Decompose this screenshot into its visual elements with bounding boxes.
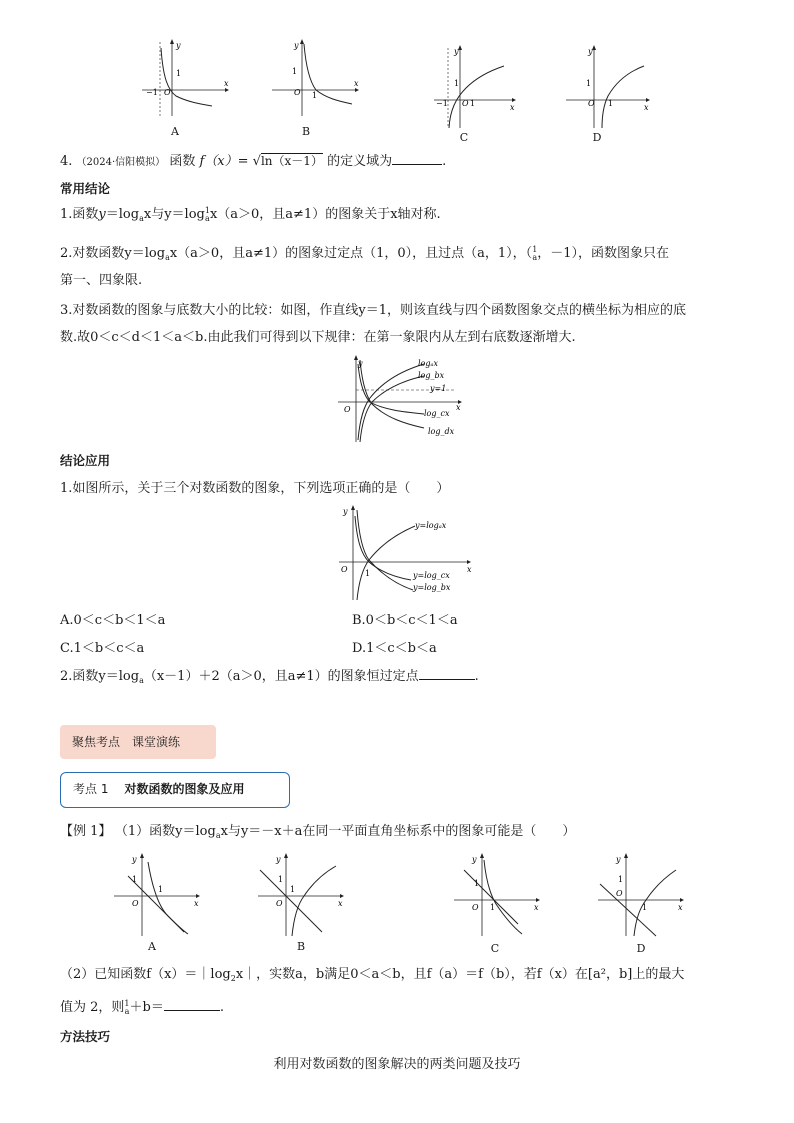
top-graph-b-label: B <box>301 125 311 138</box>
svg-text:1: 1 <box>290 885 296 894</box>
common-conclusions-heading: 常用结论 <box>60 181 111 196</box>
svg-text:O: O <box>588 99 595 108</box>
fig2-label-log-c: y=log_cx <box>413 571 450 580</box>
answer-blank[interactable] <box>392 152 442 165</box>
section-tag: 聚焦考点 课堂演练 <box>60 725 216 759</box>
svg-text:y: y <box>472 855 477 864</box>
apply-question-1: 1.如图所示，关于三个对数函数的图象，下列选项正确的是（ ） <box>60 481 450 496</box>
svg-text:1: 1 <box>278 875 284 884</box>
svg-text:x: x <box>510 103 515 112</box>
fig2-x-axis-label: x <box>467 565 472 574</box>
conclusion-1: 1.函数$y=\log_ax$与y＝log1 ax（a＞0，且a≠1）的图象关于x轴对称. <box>60 205 441 223</box>
three-log-functions-figure <box>335 504 475 604</box>
log-base-comparison-figure <box>334 354 464 444</box>
svg-text:1: 1 <box>470 99 476 108</box>
top-graph-d-label: D <box>592 131 602 144</box>
svg-text:y: y <box>176 41 181 50</box>
svg-text:1: 1 <box>454 79 460 88</box>
example-graph-a <box>112 852 202 938</box>
example-graph-d <box>596 852 686 938</box>
svg-text:1: 1 <box>642 903 648 912</box>
topic-number: 考点 1 <box>73 782 109 796</box>
svg-text:O: O <box>276 899 283 908</box>
svg-text:1: 1 <box>608 99 614 108</box>
example-graph-d-label: D <box>636 942 646 955</box>
svg-text:y: y <box>588 47 593 56</box>
answer-blank[interactable] <box>419 667 475 680</box>
conclusion-3-cont: 数.故0＜c＜d＜1＜a＜b.由此我们可得到以下规律：在第一象限内从左到右底数逐渐增大. <box>60 330 576 345</box>
svg-text:x: x <box>644 103 649 112</box>
fig2-one-tick: 1 <box>365 569 371 578</box>
top-graph-a-label: A <box>171 125 179 138</box>
example-1-part-2: （2）已知函数$f(x)=|\log_2x|$，实数a，b满足0＜a＜b，且f（a）＝f（b），若f（x）在[a²，b]上的最大 <box>60 967 685 983</box>
svg-text:1: 1 <box>176 69 182 78</box>
svg-text:O: O <box>616 889 623 898</box>
top-graph-b <box>270 38 360 120</box>
top-graph-c <box>432 44 522 132</box>
svg-text:1: 1 <box>490 903 496 912</box>
fig1-label-log-b: log_bx <box>418 371 445 380</box>
fig2-label-log-b: y=log_bx <box>413 583 451 592</box>
method-heading: 方法技巧 <box>60 1029 111 1044</box>
svg-text:x: x <box>194 899 199 908</box>
svg-text:O: O <box>294 88 301 97</box>
svg-text:O: O <box>472 903 479 912</box>
fig1-origin: O <box>344 405 351 414</box>
fig1-label-log-c: log_cx <box>424 409 450 418</box>
svg-text:1: 1 <box>132 875 138 884</box>
top-graph-d <box>564 44 654 132</box>
fig1-label-y-eq-1: y=1 <box>430 384 447 393</box>
svg-text:1: 1 <box>158 885 164 894</box>
fig1-x-axis-label: x <box>456 403 461 412</box>
topic-box <box>60 772 290 808</box>
svg-text:y: y <box>294 41 299 50</box>
svg-text:x: x <box>534 903 539 912</box>
fig2-origin: O <box>341 565 348 574</box>
apply-question-2: 2.函数$y=\log_a(x-1)+2(a>0$，且a≠1）的图象恒过定点 . <box>60 669 479 685</box>
svg-text:O: O <box>164 88 171 97</box>
option-b[interactable]: B.0＜b＜c＜1＜a <box>352 613 458 628</box>
option-a[interactable]: A.0＜c＜b＜1＜a <box>60 613 166 628</box>
svg-text:x: x <box>678 903 683 912</box>
svg-text:y: y <box>454 47 459 56</box>
svg-text:1: 1 <box>618 875 624 884</box>
sqrt-icon: √ <box>252 154 261 169</box>
example-graph-b <box>256 852 346 938</box>
fig1-y-axis-label: y <box>358 359 363 368</box>
svg-text:O: O <box>462 99 469 108</box>
svg-text:−1: −1 <box>436 99 448 108</box>
svg-text:y: y <box>276 855 281 864</box>
fig1-label-log-a: logₐx <box>418 359 439 368</box>
fig2-label-log-a: y=logₐx <box>415 521 447 530</box>
fig2-y-axis-label: y <box>343 507 348 516</box>
svg-text:1: 1 <box>292 67 298 76</box>
answer-blank[interactable] <box>164 998 220 1011</box>
conclusion-2-cont: 第一、四象限. <box>60 273 143 288</box>
example-label: 【例 1】 <box>60 824 112 839</box>
fig1-label-log-d: log_dx <box>428 427 455 436</box>
conclusion-3: 3.对数函数的图象与底数大小的比较：如图，作直线y＝1，则该直线与四个函数图象交点的横坐标为相应的底 <box>60 303 687 318</box>
svg-text:x: x <box>224 79 229 88</box>
topic-title: 对数函数的图象及应用 <box>124 782 245 796</box>
example-graph-a-label: A <box>148 940 156 953</box>
example-graph-b-label: B <box>296 940 306 953</box>
example-graph-c <box>452 852 542 938</box>
method-subtitle: 利用对数函数的图象解决的两类问题及技巧 <box>273 1057 521 1072</box>
question-4: 4. （2024·信阳模拟） 函数 f（x）= √ln（x－1） 的定义域为 . <box>60 154 447 169</box>
conclusion-2: 2.对数函数$y=\log_ax(a>0$，且a≠1）的图象过定点（1，0），且过点（a，1），（1 a，－1），函数图象只在 <box>60 244 670 262</box>
top-graph-c-label: C <box>459 131 469 144</box>
top-graph-a <box>140 38 230 120</box>
svg-text:y: y <box>616 855 621 864</box>
apply-heading: 结论应用 <box>60 453 111 468</box>
svg-text:O: O <box>132 899 139 908</box>
svg-text:x: x <box>338 899 343 908</box>
question-source: （2024·信阳模拟） <box>76 157 166 168</box>
option-d[interactable]: D.1＜c＜b＜a <box>352 641 437 656</box>
svg-text:x: x <box>354 79 359 88</box>
example-graph-c-label: C <box>490 942 500 955</box>
svg-text:1: 1 <box>474 879 480 888</box>
svg-text:1: 1 <box>586 79 592 88</box>
svg-text:−1: −1 <box>146 88 158 97</box>
option-c[interactable]: C.1＜b＜c＜a <box>60 641 145 656</box>
svg-text:y: y <box>132 855 137 864</box>
svg-text:1: 1 <box>312 91 318 100</box>
example-1-part-1: 【例 1】 （1）函数$y=\log_ax$与y＝－x＋a在同一平面直角坐标系中的图象可能是（ ） <box>60 824 576 840</box>
example-1-part-2-cont: 值为 2，则1 a＋b＝ . <box>60 998 224 1016</box>
